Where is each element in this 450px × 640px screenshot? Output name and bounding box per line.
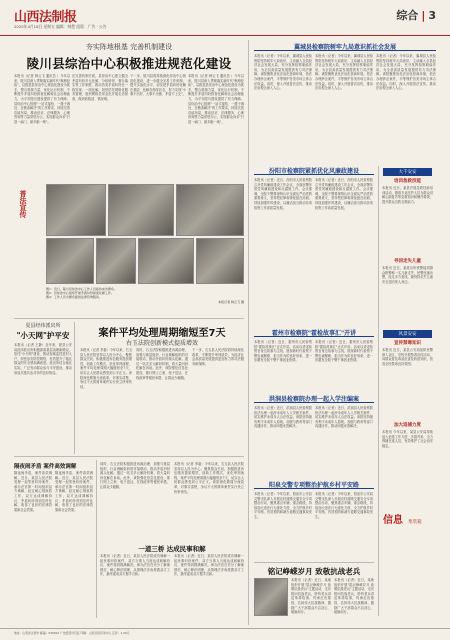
rule [254, 336, 374, 337]
sidebar-badge-2: 风景安安 [383, 330, 432, 338]
rule [254, 50, 436, 51]
brief-news-sidebar [378, 166, 436, 616]
small1-headline: "小天网"护平安 [16, 331, 70, 340]
center-body-col2: 同时，右玉法院积极推进诉源治理，加强与基层组织、行业调解组织的对接联动，推动矛盾纠纷源头化解。通过一站式多元解纷机制，将大量纠纷化解在诉前。此外，该院强化信息化建设，推行网上立案、电子送达、在线庭审等便民举措，让群众少跑腿。 [136, 348, 188, 380]
right-body-5a: 本报讯（记者）今年以来，阳泉市公安局交警支队深入开展农村道路交通安全专项整治行动，聚焦重点车辆、重点路段，持续加大违法行为查处力度，全力护航乡村平安路，有效预防和减少道路交通事故发生。 [254, 492, 312, 519]
sidebar-title-3: 宣传禁毒知识 [394, 341, 421, 346]
right-headline-4: 洪洞县检察院办理一起入学注编案 [268, 396, 359, 403]
divider [14, 318, 244, 319]
lower-body-col1: 同时，右玉法院积极推进诉源治理，加强与基层组织、行业调解组织的对接联动，推动矛盾纠纷源头化解。通过一站式多元解纷机制，将大量纠纷化解在诉前。此外，该院强化信息化建设，推行网上立案、电子送达、在线庭审等便民举措，让群众少跑腿。 [100, 462, 170, 489]
divider [254, 562, 374, 563]
rule [254, 174, 374, 175]
xinxi-logo [379, 508, 436, 527]
lower-left-body-col2: 隔夜闹矛盾，案件高效调解。近日，某县人民法院受理一起邻里纠纷案件，承办法官第一时间组织双方调解，经过耐心细致的工作，双方达成调解协议，矛盾纠纷得到及时化解，取得了良好的法律效果和社会效果。 [55, 471, 93, 512]
lead-photo-5 [96, 238, 136, 284]
rule [254, 488, 374, 489]
bottom-headline: 铭记峥嵘岁月 致敬抗战老兵 [267, 567, 361, 576]
right-body-1c: 本报讯（记者）今年以来，翼城县人民检察院坚持树牢大局意识，主动融入全县经济社会发展大局，充分发挥检察职能作用，为全县高质量发展提供有力司法保障。该院聚焦优化法治化营商环境，依法办理涉企案件，平等保护各类市场主体合法权益。同时，深入开展普法宣传，推动法治观念深入人心。 [376, 54, 436, 91]
center-body-col1: 本报讯（记者 李嘉）今年以来，右玉县人民法院坚持以人民为中心，聚焦群众关切，积极推进诉讼服务提质增效，创新工作模式，优化审判流程，案件平均处理周期大幅缩短至7天，切实让人民群众感受到公平正义。该院深化繁简分流改革，对事实清楚、争议不大的简单案件实行快立快审快结。 [80, 348, 132, 389]
right-body-3a: 本报讯（记者）近日，霍州市人民检察院"霍检故事汇"正式开讲。活动以讲述检察官身边故事为主线，展现新时代检察干警忠诚履职、担当作为的良好形象，进一步激发全院干警干事创业热情。 [254, 340, 312, 363]
rule [254, 402, 374, 403]
vertical-tag: 普法宣传 [19, 190, 27, 218]
right-body-4b: 本报讯（记者）近日，洪洞县人民检察院依法办理一起涉未成年人入学相关案件，切实维护未成年人合法权益。该院坚持最有利于未成年人原则，加强与教育等部门沟通协作，推动问题妥善解决。 [315, 406, 373, 429]
bottom-photo [254, 578, 288, 616]
bottom-body-2: 本报讯（记者）近日，某地组织开展"铭记峥嵘岁月 致敬抗战老兵"主题活动，走访慰问抗战老兵，聆听老兵讲述革命故事，传承红色基因，弘扬伟大抗战精神，激励广大干部群众不忘初心、砥砺前行。 [334, 578, 374, 615]
lower-body-col3: 本报讯（记者）近日，某县人民法院成功调解一起民事纠纷案件，双方当事人当庭达成和解协议，案件得到圆满解决。承办法官在充分了解案情后，耐心释法明理，从情理法多角度做双方工作，最终促成双方握手言和。 [100, 554, 170, 577]
caption-3: 图3：工作人员为群众提供法律咨询服务。 [46, 295, 102, 300]
xinxi-label: 信息 [383, 515, 403, 526]
right-headline-5: 阳泉交警专项整治护航乡村平安路 [268, 482, 359, 489]
section-name: 综合 [396, 9, 419, 22]
page-footer: 地址：山西省太原市 邮编：030001 广告经营许可证 印刷：山西日报印务中心 定价：1.00元 [0, 628, 450, 640]
sidebar-title-4: 加大追捕力度 [394, 423, 421, 428]
lower-body-col4: 本报讯（记者）近日，某县人民法院成功调解一起民事纠纷案件，双方当事人当庭达成和解协议，案件得到圆满解决。承办法官在充分了解案情后，耐心释法明理，从情理法多角度做双方工作，最终促成双方握手言和。 [174, 554, 244, 577]
lead-body-col4: 本报讯（记者 韩云飞 通讯员 ）今年以来，陵川县深入贯彻落实新时代"枫桥经验"，以推进县综治中心规范化建设为抓手，整合资源力量，优化运行机制，不断提升矛盾纠纷排查化解和社会治理能力，为平安陵川建设提供了有力保障。县综治中心按照"一站式接待、一揽子调处、全链条解决"的工作要求，持续完善功能布局，推动信访、法律服务、心理咨询等力量常驻办公，实现群众诉求"只进一扇门、最多跑一地"。 [188, 74, 244, 124]
lower-headline: 一道三桥 达成民事和解 [138, 545, 206, 553]
photo-captions [46, 287, 244, 313]
photo-credit: 本报记者 韩云飞 摄 [218, 299, 244, 304]
page-number: 3 [428, 9, 436, 22]
lead-body-col2: 在完善机制方面，县综治中心建立健全矛盾纠纷多元化解、分析研判、督办落实等工作制度，推动各类矛盾纠纷在一线发现、一线化解。同时依托网格化服务管理，组织网格员常态化开展走访排查，做到底数清、情况明。 [72, 74, 128, 101]
lead-headline: 陵川县综治中心积极推进规范化建设 [26, 56, 232, 71]
dateline: 2025年4月18日 星期五 编辑：韩慧 组版：广告 · 公告 [14, 24, 107, 29]
xinxi-sub: 集装箱 [408, 520, 422, 525]
right-body-1a: 本报讯（记者）今年以来，翼城县人民检察院坚持树牢大局意识，主动融入全县经济社会发展大局，充分发挥检察职能作用，为全县高质量发展提供有力司法保障。该院聚焦优化法治化营商环境，依法办理涉企案件，平等保护各类市场主体合法权益。同时，深入开展普法宣传，推动法治观念深入人心。 [254, 54, 312, 91]
right-body-5b: 本报讯（记者）今年以来，阳泉市公安局交警支队深入开展农村道路交通安全专项整治行动，聚焦重点车辆、重点路段，持续加大违法行为查处力度，全力护航乡村平安路，有效预防和减少道路交通事故发生。 [315, 492, 373, 519]
lower-body-col2: 本报讯（记者 李嘉）今年以来，右玉县人民法院坚持以人民为中心，聚焦群众关切，积极推进诉讼服务提质增效，创新工作模式，优化审判流程，案件平均处理周期大幅缩短至7天，切实让人民群众感受到公平正义。该院深化繁简分流改革，对事实清楚、争议不大的简单案件实行快立快审快结。 [174, 462, 244, 494]
lead-body-col3: 下一步，陵川县将持续深化综治中心规范化建设，进一步健全完善工作机制，提升实战化水平，切实把矛盾纠纷化解在基层、化解在萌芽状态，努力实现"小事不出村、大事不出镇、矛盾不上交"。 [130, 74, 186, 97]
sidebar-body-2: 本报讯 近日，某派出所民警接到群众报警称一名儿童走失，民警迅速出警，经过多方查找，最终将走失儿童安全送回家人身边。 [382, 266, 433, 284]
sidebar-title-2: 寻回走失儿童 [394, 259, 421, 264]
right-body-4a: 本报讯（记者）近日，洪洞县人民检察院依法办理一起涉未成年人入学相关案件，切实维护未成年人合法权益。该院坚持最有利于未成年人原则，加强与教育等部门沟通协作，推动问题妥善解决。 [254, 406, 312, 429]
masthead-logo: 山西法制报 [14, 10, 77, 25]
divider [96, 460, 97, 618]
section-separator: | [421, 9, 426, 22]
sidebar-body-3: 本报讯 近日，某县公安局组织民警深入社区、学校开展禁毒宣传活动，向群众普及毒品危害及防范知识，营造全民禁毒良好氛围。 [382, 348, 433, 366]
column-divider [248, 40, 249, 625]
right-body-2b: 本报讯（记者）近日，汾阳市人民检察院召开党风廉政建设工作会议，全面部署年度党风廉政建设和反腐败工作。会议强调，全院干警要深刻认识全面从严治党的重要意义，坚持把纪律和规矩挺在前面，持续加强作风建设，以廉洁担当推动各项检察工作高质量发展。 [315, 178, 373, 210]
center-body-col3: 下一步，右玉县人民法院将持续深化改革，不断提升审判质效，为经济社会高质量发展提供更加有力的司法服务和保障。 [192, 348, 244, 366]
lead-photo-7 [196, 238, 244, 284]
lead-photo-1 [46, 184, 106, 236]
right-headline-2: 汾阳市检察院紧抓优化风廉政建设 [268, 168, 359, 175]
lower-left-body-col1: 隔夜闹矛盾，案件高效调解。近日，某县人民法院受理一起邻里纠纷案件，承办法官第一时间组织双方调解，经过耐心细致的工作，双方达成调解协议，矛盾纠纷得到及时化解，取得了良好的法律效果和社会效果。 [14, 471, 52, 512]
sidebar-body-4: 本报讯 今年以来，某县公安局持续加大追逃工作力度，多措并举，全力缉捕在逃人员，有效维护了社会治安稳定。 [382, 430, 433, 448]
small1-body: 本报讯（记者 王静）近年来，夏县公安局经纬派出所积极探索基层治理新路径，依托"小天网"建设，推动视频监控进村入户，织密治安防控网络，有效提升了辖区群众的安全感和满意度。派出所结合辖区实际，广泛发动群众参与平安建设，推动形成共建共治共享的良好格局。 [14, 343, 72, 375]
lead-photo-6 [138, 238, 194, 284]
divider [74, 322, 75, 454]
caption-2: 图2：县综治中心组织开展矛盾纠纷排查化解工作。 [46, 291, 114, 296]
right-body-3b: 本报讯（记者）近日，霍州市人民检察院"霍检故事汇"正式开讲。活动以讲述检察官身边故事为主线，展现新时代检察干警忠诚履职、担当作为的良好形象，进一步激发全院干警干事创业热情。 [315, 340, 373, 363]
lead-kicker: 夯实阵地根基 完善机制建设 [85, 43, 173, 51]
sidebar-title-1: 培训急救技能 [394, 179, 421, 184]
right-body-2a: 本报讯（记者）近日，汾阳市人民检察院召开党风廉政建设工作会议，全面部署年度党风廉政建设和反腐败工作。会议强调，全院干警要深刻认识全面从严治党的重要意义，坚持把纪律和规矩挺在前面，持续加强作风建设，以廉洁担当推动各项检察工作高质量发展。 [254, 178, 312, 210]
section-label [396, 7, 436, 23]
small1-kicker: 夏县经纬派出所 [25, 323, 61, 329]
divider [14, 456, 244, 457]
right-headline-3: 霍州市检察院"霍检故事汇"开讲 [271, 330, 357, 337]
sidebar-body-1: 本报讯 近日，某县开展急救技能培训活动，邀请专业医护人员为群众讲解心肺复苏等急救知识和操作要领，提升群众自救互救能力。 [382, 186, 433, 204]
bottom-body-1: 本报讯（记者）近日，某地组织开展"铭记峥嵘岁月 致敬抗战老兵"主题活动，走访慰问抗战老兵，聆听老兵讲述革命故事，传承红色基因，弘扬伟大抗战精神，激励广大干部群众不忘初心、砥砺前行。 [291, 578, 331, 615]
page-header [0, 0, 450, 36]
lead-photo-3 [176, 184, 244, 236]
lead-photo-4 [46, 238, 94, 284]
lead-body-col1: 本报讯（记者 韩云飞 通讯员 ）今年以来，陵川县深入贯彻落实新时代"枫桥经验"，以推进县综治中心规范化建设为抓手，整合资源力量，优化运行机制，不断提升矛盾纠纷排查化解和社会治理能力，为平安陵川建设提供了有力保障。县综治中心按照"一站式接待、一揽子调处、全链条解决"的工作要求，持续完善功能布局，推动信访、法律服务、心理咨询等力量常驻办公，实现群众诉求"只进一扇门、最多跑一地"。 [14, 74, 70, 124]
lead-photo-2 [108, 184, 174, 236]
sidebar-badge-1: 大千安安 [383, 168, 432, 176]
right-headline-1: 翼城县检察院树牢九局意识抓社会发展 [293, 44, 396, 51]
center-subtitle: 右玉法院创新模式提质增效 [125, 340, 198, 347]
caption-1: 图1：近日，陵川县综治中心工作人员接待来访群众。 [46, 287, 117, 291]
right-body-1b: 本报讯（记者）今年以来，翼城县人民检察院坚持树牢大局意识，主动融入全县经济社会发展大局，充分发挥检察职能作用，为全县高质量发展提供有力司法保障。该院聚焦优化法治化营商环境，依法办理涉企案件，平等保护各类市场主体合法权益。同时，深入开展普法宣传，推动法治观念深入人心。 [315, 54, 373, 91]
center-headline: 案件平均处理周期缩短至7天 [98, 328, 226, 339]
lower-left-headline: 隔夜闹矛盾 案件高效调解 [14, 464, 77, 470]
